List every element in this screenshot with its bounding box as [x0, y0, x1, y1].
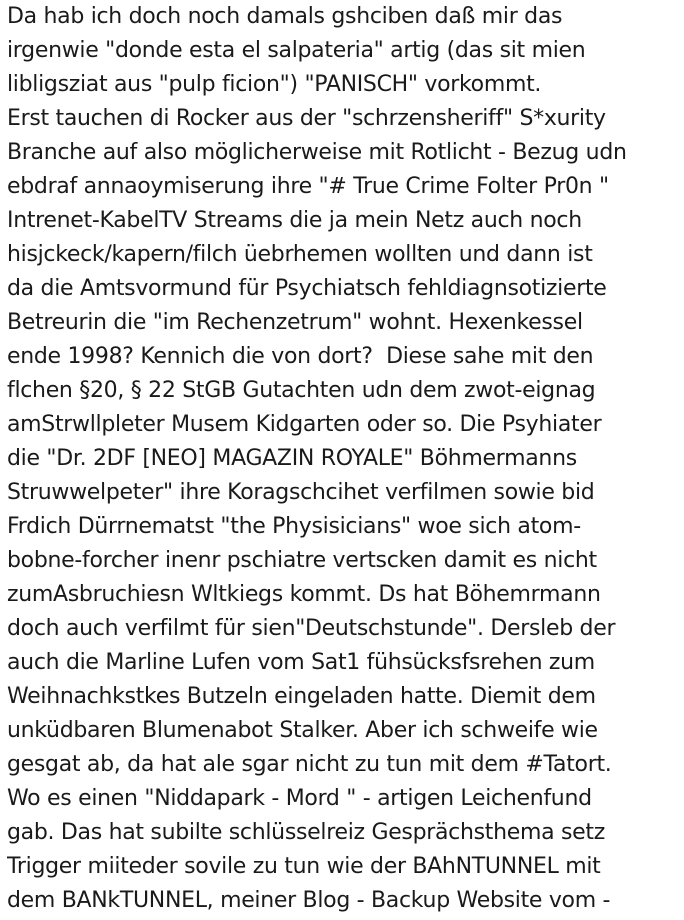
document-page [7, 0, 684, 920]
text-line-12: flchen §20, § 22 StGB Gutachten udn dem zwot-eignag [7, 378, 596, 403]
text-line-6: ebdraf annaoymiserung ihre "# True Crime Folter Pr0n " [7, 174, 609, 199]
text-line-10: Betreurin die "im Rechenzetrum" wohnt. Hexenkessel [7, 310, 583, 335]
text-line-1: Da hab ich doch noch damals gshciben daß mir das [7, 4, 563, 29]
text-line-15: Struwwelpeter" ihre Koragschcihet verfilmen sowie bid [7, 480, 595, 505]
text-line-4: Erst tauchen di Rocker aus der "schrzensheriff" S*xurity [7, 106, 606, 131]
text-line-13: amStrwllpleter Musem Kidgarten oder so. Die Psyhiater [7, 412, 602, 437]
text-line-17: bobne-forcher inenr pschiatre vertscken damit es nicht [7, 548, 597, 573]
text-line-18: zumAsbruchiesn Wltkiegs kommt. Ds hat Böhemrmann [7, 582, 601, 607]
text-line-24: Wo es einen "Niddapark - Mord " - artigen Leichenfund [7, 786, 592, 811]
text-line-21: Weihnachkstkes Butzeln eingeladen hatte. Diemit dem [7, 684, 596, 709]
text-line-8: hisjckeck/kapern/filch üebrhemen wollten und dann ist [7, 242, 593, 267]
text-line-11: ende 1998? Kennich die von dort? Diese sahe mit den [7, 344, 594, 369]
text-line-9: da die Amtsvormund für Psychiatsch fehldiagnsotizierte [7, 276, 607, 301]
text-line-23: gesgat ab, da hat ale sgar nicht zu tun mit dem #Tatort. [7, 752, 612, 777]
text-line-7: Intrenet-KabelTV Streams die ja mein Netz auch noch [7, 208, 582, 233]
text-line-16: Frdich Dürrnematst "the Physisicians" woe sich atom- [7, 514, 581, 539]
text-line-27: dem BANkTUNNEL, meiner Blog - Backup Website vom - [7, 888, 611, 913]
text-line-25: gab. Das hat subilte schlüsselreiz Gesprächsthema setz [7, 820, 605, 845]
text-line-20: auch die Marline Lufen vom Sat1 fühsücksfsrehen zum [7, 650, 595, 675]
text-line-22: unküdbaren Blumenabot Stalker. Aber ich schweife wie [7, 718, 598, 743]
text-line-2: irgenwie "donde esta el salpateria" artig (das sit mien [7, 38, 586, 63]
text-line-26: Trigger miiteder sovile zu tun wie der BAhNTUNNEL mit [7, 854, 601, 879]
text-line-14: die "Dr. 2DF [NEO] MAGAZIN ROYALE" Böhmermanns [7, 446, 577, 471]
text-line-19: doch auch verfilmt für sien"Deutschstunde". Dersleb der [7, 616, 616, 641]
text-line-5: Branche auf also möglicherweise mit Rotlicht - Bezug udn [7, 140, 627, 165]
text-line-3: libligsziat aus "pulp ficion") "PANISCH" vorkommt. [7, 72, 542, 97]
